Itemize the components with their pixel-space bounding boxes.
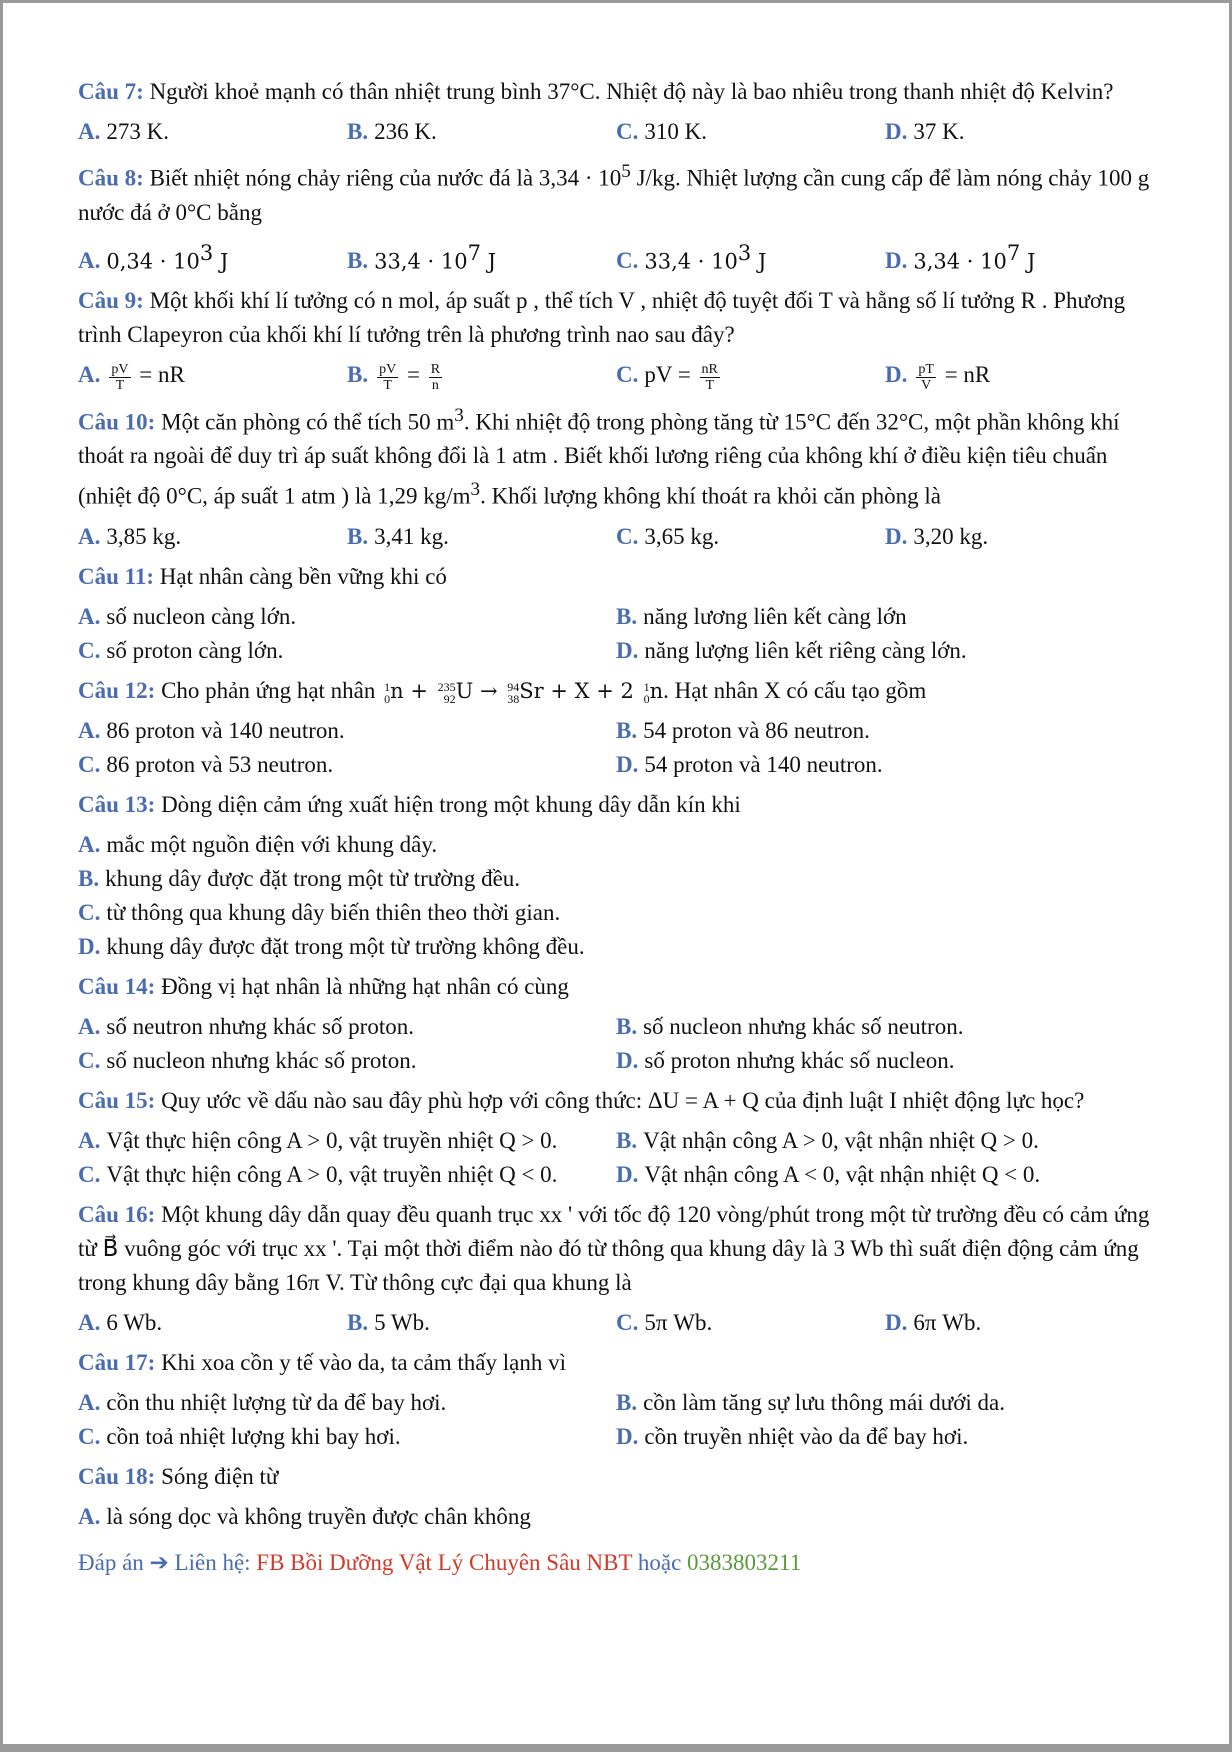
- question-10: Câu 10: Một căn phòng có thể tích 50 $m^3$. Khi nhiệt độ trong phòng tăng từ 15°C đến 32°C, một phần không khí thoát ra ngoài để duy trì áp suất không đổi là 1 atm . Biết khối lương riêng của không khí ở điều kiện tiêu chuẩn (nhiệt độ 0°C, áp suất 1 atm ) là 1,29 $kg/m^3$. Khối lượng không khí thoát ra khỏi căn phòng là: [78, 404, 1120, 509]
- footer-answer-label: Đáp án ➔ Liên hệ:: [78, 1549, 257, 1575]
- option-d: D. $\frac{pT}{V}$ = nR: [885, 361, 991, 393]
- question-text: Biết nhiệt nóng chảy riêng của nước đá là 3,34 · 10: [149, 165, 622, 191]
- question-14: [78, 970, 1154, 1004]
- option-b: B. 236 K.: [347, 119, 437, 144]
- fraction: $\frac{pV}{T}$: [111, 361, 129, 393]
- option-a: A. $0,34 \cdot 10^3$ J: [78, 240, 229, 274]
- option-a: A. cồn thu nhiệt lượng từ da để bay hơi.: [78, 1389, 447, 1415]
- question-label: Câu 7:: [78, 79, 144, 104]
- question-text: Một khung dây dẫn quay đều quanh trục xx ' với tốc độ 120 vòng/phút trong một từ trường đều có cảm ứng từ B⃗ vuông góc với trục xx '. Tại một thời điểm nào đó từ thông qua khung dây là 3 Wb thì suất điện động cảm ứng trong khung dây bằng 16π V. Từ thông cực đại qua khung là: [78, 1201, 1150, 1295]
- option-c: C. Vật thực hiện công A > 0, vật truyền nhiệt Q < 0.: [78, 1161, 558, 1187]
- options-17: [78, 1386, 1154, 1454]
- options-13: [78, 828, 1154, 964]
- option-b: B. Vật nhận công A > 0, vật nhận nhiệt Q > 0.: [616, 1127, 1039, 1153]
- question-8: Câu 8: Biết nhiệt nóng chảy riêng của nước đá là $3,34 \cdot 10^5$ J/kg. Nhiệt lượng cần cung cấp để làm nóng chảy 100 g nước đá ở 0°C bằng: [78, 161, 1150, 225]
- question-label: Câu 12:: [78, 677, 156, 703]
- question-text: Người khoẻ mạnh có thân nhiệt trung bình 37°C. Nhiệt độ này là bao nhiêu trong thanh nhiệt độ Kelvin?: [149, 79, 1114, 104]
- option-d: D. 6π Wb.: [885, 1309, 982, 1335]
- question-label: Câu 10:: [78, 409, 156, 435]
- option-b: B. 54 proton và 86 neutron.: [616, 717, 870, 743]
- options-15: [78, 1124, 1154, 1192]
- option-d: D. $3,34 \cdot 10^7$ J: [885, 240, 1036, 274]
- option-d: D. khung dây được đặt trong một từ trường không đều.: [78, 933, 585, 959]
- document-page: [3, 3, 1229, 1744]
- option-c: C. số nucleon nhưng khác số proton.: [78, 1047, 417, 1073]
- option-b: B. 3,41 kg.: [347, 523, 449, 549]
- option-a: A. là sóng dọc và không truyền được chân không: [78, 1503, 531, 1529]
- option-a: A. $\frac{pV}{T}$ = nR: [78, 361, 185, 393]
- question-text: Quy ước về dấu nào sau đây phù hợp với công thức: ΔU = A + Q của định luật I nhiệt động lực học?: [161, 1087, 1085, 1113]
- option-d: D. cồn truyền nhiệt vào da để bay hơi.: [616, 1423, 969, 1449]
- question-17: [78, 1346, 1154, 1380]
- question-label: Câu 16:: [78, 1201, 156, 1227]
- option-b: B. $\frac{pV}{T}$ = $\frac{R}{n}$: [347, 361, 441, 393]
- option-a: A. 6 Wb.: [78, 1309, 163, 1335]
- option-a: A. 3,85 kg.: [78, 523, 182, 549]
- option-b: B. số nucleon nhưng khác số neutron.: [616, 1013, 964, 1039]
- question-label: Câu 18:: [78, 1463, 156, 1489]
- option-b: B. 5 Wb.: [347, 1309, 430, 1335]
- question-15: [78, 1084, 1154, 1118]
- nuclide-notation: 1 0: [643, 679, 650, 706]
- option-d: D. 3,20 kg.: [885, 523, 989, 549]
- question-12: Câu 12: Cho phản ứng hạt nhân 1 0 n + 235 92 U → 94 38 Sr + X + 2 1 0 n. Hạt nhân X có cấu tạo gồm: [78, 677, 927, 706]
- options-11: [78, 600, 1154, 668]
- question-11: [78, 560, 1154, 594]
- nuclide-notation: 235 92: [437, 679, 456, 706]
- option-a: A. mắc một nguồn điện với khung dây.: [78, 831, 438, 857]
- question-text: Sóng điện từ: [161, 1463, 279, 1489]
- options-12: [78, 714, 1154, 782]
- options-8: [78, 236, 1154, 279]
- question-13: [78, 788, 1154, 822]
- option-a: A. 273 K.: [78, 119, 169, 144]
- option-b: B. năng lương liên kết càng lớn: [616, 603, 907, 629]
- question-text: Một khối khí lí tưởng có n mol, áp suất p , thể tích V , nhiệt độ tuyệt đối T và hằng số lí tưởng R . Phương trình Clapeyron của khối khí lí tưởng trên là phương trình nao sau đây?: [78, 288, 1126, 348]
- question-label: Câu 17:: [78, 1349, 156, 1375]
- options-14: [78, 1010, 1154, 1078]
- option-b: B. khung dây được đặt trong một từ trường đều.: [78, 865, 521, 891]
- fraction: $\frac{pV}{T}$: [379, 361, 397, 393]
- nuclide-notation: 94 38: [507, 679, 520, 706]
- footer-phone-number[interactable]: 0383803211: [687, 1549, 802, 1575]
- option-b: B. cồn làm tăng sự lưu thông mái dưới da.: [616, 1389, 1006, 1415]
- fraction: $\frac{nR}{T}$: [701, 361, 718, 393]
- option-c: C. từ thông qua khung dây biến thiên theo thời gian.: [78, 899, 561, 925]
- option-a: A. số neutron nhưng khác số proton.: [78, 1013, 414, 1039]
- option-d: D. 54 proton và 140 neutron.: [616, 751, 883, 777]
- question-label: Câu 13:: [78, 791, 156, 817]
- fraction: $\frac{R}{n}$: [430, 361, 441, 393]
- question-18: [78, 1460, 1154, 1494]
- options-10: [78, 520, 1154, 554]
- question-text: Dòng diện cảm ứng xuất hiện trong một khung dây dẫn kín khi: [161, 791, 741, 817]
- options-16: [78, 1306, 1154, 1340]
- option-d: D. số proton nhưng khác số nucleon.: [616, 1047, 955, 1073]
- option-c: C. số proton càng lớn.: [78, 637, 284, 663]
- option-c: C. $33,4 \cdot 10^3$ J: [616, 240, 767, 274]
- question-label: Câu 9:: [78, 288, 144, 314]
- fraction: $\frac{pT}{V}$: [918, 361, 934, 393]
- option-d: D. 37 K.: [885, 119, 965, 144]
- option-d: D. năng lượng liên kết riêng càng lớn.: [616, 637, 967, 663]
- question-text: Khi xoa cồn y tế vào da, ta cảm thấy lạnh vì: [161, 1349, 566, 1375]
- contact-footer: [78, 1546, 1154, 1580]
- question-label: Câu 14:: [78, 973, 156, 999]
- option-c: C. 86 proton và 53 neutron.: [78, 751, 334, 777]
- question-16: [78, 1198, 1154, 1300]
- option-c: C. 3,65 kg.: [616, 523, 720, 549]
- options-7: [78, 115, 1154, 149]
- question-text: Hạt nhân càng bền vững khi có: [159, 563, 447, 589]
- options-9: [78, 358, 1154, 392]
- option-d: D. Vật nhận công A < 0, vật nhận nhiệt Q < 0.: [616, 1161, 1041, 1187]
- option-c: C. 5π Wb.: [616, 1309, 713, 1335]
- option-c: C. 310 K.: [616, 119, 707, 144]
- option-a: A. số nucleon càng lớn.: [78, 603, 297, 629]
- option-c: C. cồn toả nhiệt lượng khi bay hơi.: [78, 1423, 401, 1449]
- option-b: B. $33,4 \cdot 10^7$ J: [347, 240, 497, 274]
- options-18: [78, 1500, 1154, 1534]
- question-7: [78, 75, 1154, 109]
- option-a: A. Vật thực hiện công A > 0, vật truyền nhiệt Q > 0.: [78, 1127, 558, 1153]
- question-label: Câu 11:: [78, 563, 155, 589]
- question-9: [78, 284, 1154, 352]
- question-text: Đồng vị hạt nhân là những hạt nhân có cùng: [161, 973, 569, 999]
- question-label: Câu 8:: [78, 165, 144, 191]
- nuclide-notation: 1 0: [384, 679, 391, 706]
- option-c: C. pV = $\frac{nR}{T}$: [616, 361, 718, 393]
- question-label: Câu 15:: [78, 1087, 156, 1113]
- footer-or: hoặc: [632, 1549, 688, 1575]
- option-a: A. 86 proton và 140 neutron.: [78, 717, 345, 743]
- footer-facebook-link[interactable]: FB Bồi Dưỡng Vật Lý Chuyên Sâu NBT: [256, 1549, 633, 1575]
